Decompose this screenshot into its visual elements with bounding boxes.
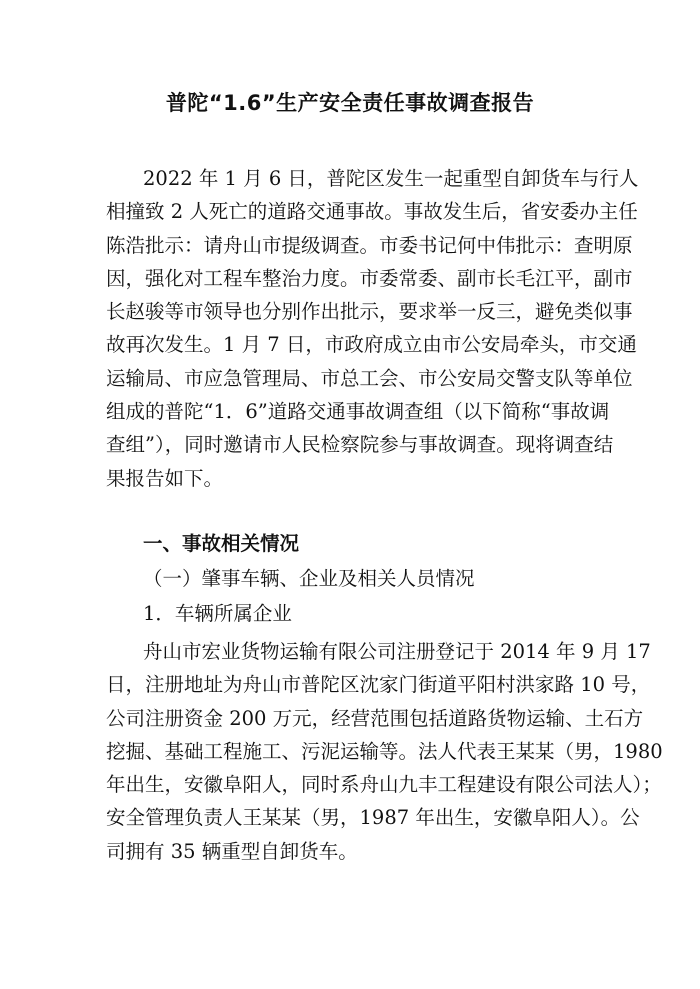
paragraph-line: 长赵骏等市领导也分别作出批示，要求举一反三，避免类似事 [106,300,633,324]
paragraph-line: 日，注册地址为舟山市普陀区沈家门街道平阳村洪家路 10 号， [106,673,651,697]
paragraph-line: 查组”），同时邀请市人民检察院参与事故调查。现将调查结 [106,433,614,457]
document-title: 普陀“1.6”生产安全责任事故调查报告 [165,91,535,115]
paragraph-line: 2022 年 1 月 6 日，普陀区发生一起重型自卸货车与行人 [143,167,639,190]
paragraph-line: 运输局、市应急管理局、市总工会、市公安局交警支队等单位 [106,366,633,390]
paragraph-line: 安全管理负责人王某某（男，1987 年出生，安徽阜阳人）。公 [106,806,640,830]
company-paragraph [106,635,663,868]
paragraph-line: 相撞致 2 人死亡的道路交通事故。事故发生后，省安委办主任 [106,200,638,224]
item-heading: 1．车辆所属企业 [143,602,292,625]
section-heading: 一、事故相关情况 [143,532,300,555]
paragraph-line: 舟山市宏业货物运输有限公司注册登记于 2014 年 9 月 17 [143,640,651,663]
paragraph-line: 年出生，安徽阜阳人，同时系舟山九丰工程建设有限公司法人）； [106,773,662,797]
subsection-heading: （一）肇事车辆、企业及相关人员情况 [143,567,475,590]
paragraph-line: 故再次发生。1 月 7 日，市政府成立由市公安局牵头，市交通 [106,333,637,357]
paragraph-line: 果报告如下。 [106,466,224,490]
paragraph-line: 陈浩批示：请舟山市提级调查。市委书记何中伟批示：查明原 [106,233,633,257]
paragraph-line: 因，强化对工程车整治力度。市委常委、副市长毛江平，副市 [106,266,633,290]
intro-paragraph [106,162,639,495]
paragraph-line: 组成的普陀“1．6”道路交通事故调查组（以下简称“事故调 [106,400,610,424]
paragraph-line: 司拥有 35 辆重型自卸货车。 [106,839,358,863]
paragraph-line: 公司注册资金 200 万元，经营范围包括道路货物运输、土石方 [106,706,644,730]
paragraph-line: 挖掘、基础工程施工、污泥运输等。法人代表王某某（男，1980 [106,739,663,763]
